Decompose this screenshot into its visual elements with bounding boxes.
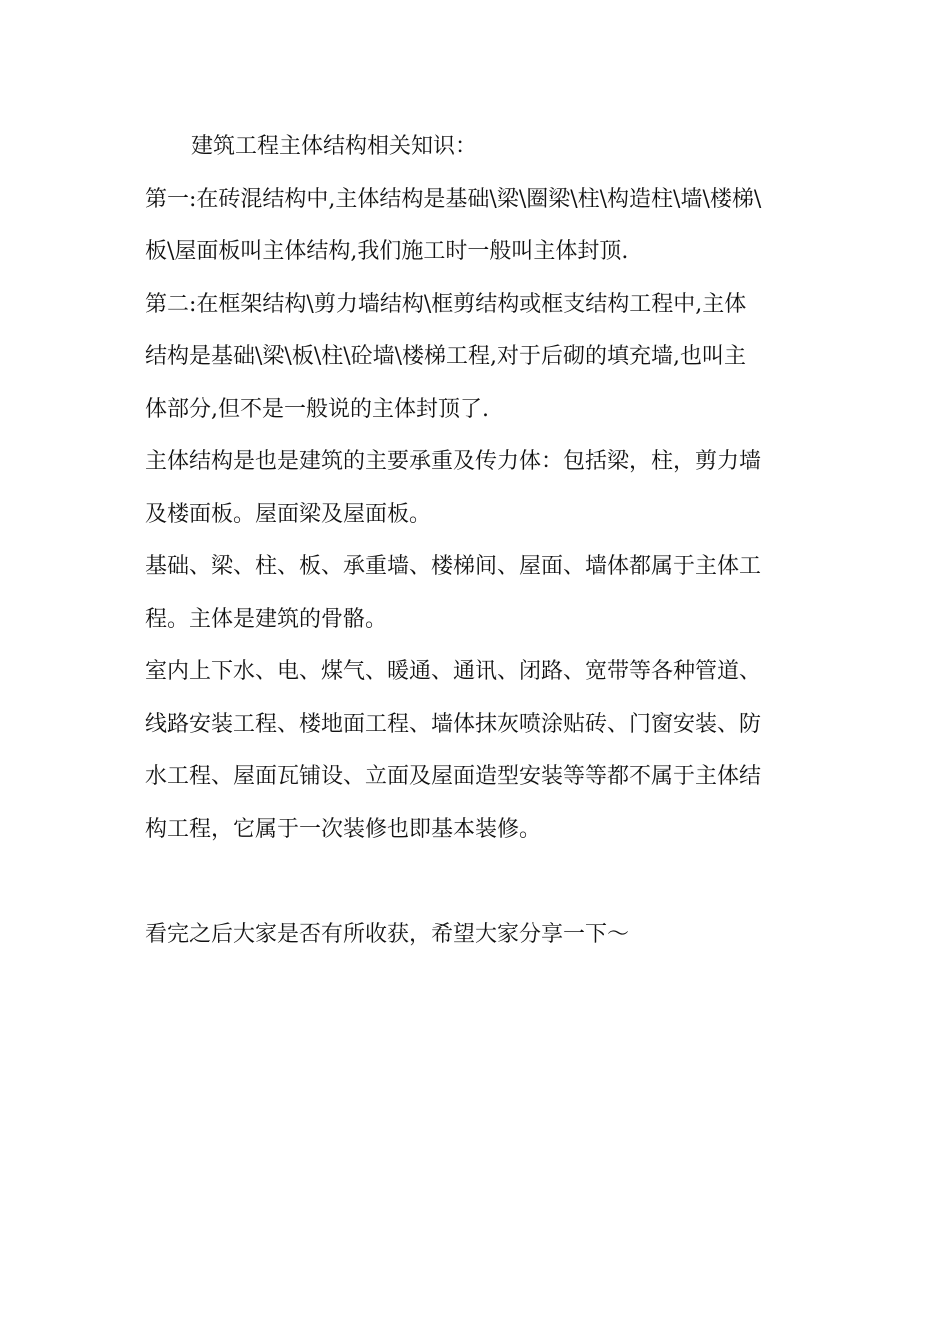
paragraph-line: 室内上下水、电、煤气、暖通、通讯、闭路、宽带等各种管道、 <box>145 659 762 684</box>
paragraph-5 <box>145 646 810 856</box>
blank-line <box>145 856 810 909</box>
paragraph-line: 及楼面板。屋面梁及屋面板。 <box>145 501 432 527</box>
paragraph-1 <box>145 174 810 279</box>
paragraph-line: 体部分,但不是一般说的主体封顶了. <box>145 396 489 422</box>
paragraph-line: 线路安装工程、楼地面工程、墙体抹灰喷涂贴砖、门窗安装、防 <box>145 711 762 737</box>
paragraph-line: 主体结构是也是建筑的主要承重及传力体：包括梁，柱，剪力墙 <box>145 449 762 474</box>
paragraph-4 <box>145 541 810 646</box>
paragraph-line: 板\屋面板叫主体结构,我们施工时一般叫主体封顶. <box>145 239 629 264</box>
document-title: 建筑工程主体结构相关知识： <box>191 134 478 159</box>
paragraph-line: 第一:在砖混结构中,主体结构是基础\梁\圈梁\柱\构造柱\墙\楼梯\ <box>145 186 762 212</box>
closing-line: 看完之后大家是否有所收获，希望大家分享一下～ <box>145 921 630 947</box>
paragraph-3 <box>145 436 810 541</box>
paragraph-line: 程。主体是建筑的骨骼。 <box>145 606 388 632</box>
paragraph-line: 水工程、屋面瓦铺设、立面及屋面造型安装等等都不属于主体结 <box>145 764 762 789</box>
paragraph-line: 第二:在框架结构\剪力墙结构\框剪结构或框支结构工程中,主体 <box>145 291 747 317</box>
paragraph-line: 结构是基础\梁\板\柱\砼墙\楼梯工程,对于后砌的填充墙,也叫主 <box>145 344 747 369</box>
document-body <box>145 121 810 961</box>
paragraph-2 <box>145 279 810 437</box>
paragraph-line: 构工程，它属于一次装修也即基本装修。 <box>145 816 542 842</box>
paragraph-line: 基础、梁、柱、板、承重墙、楼梯间、屋面、墙体都属于主体工 <box>145 554 762 579</box>
